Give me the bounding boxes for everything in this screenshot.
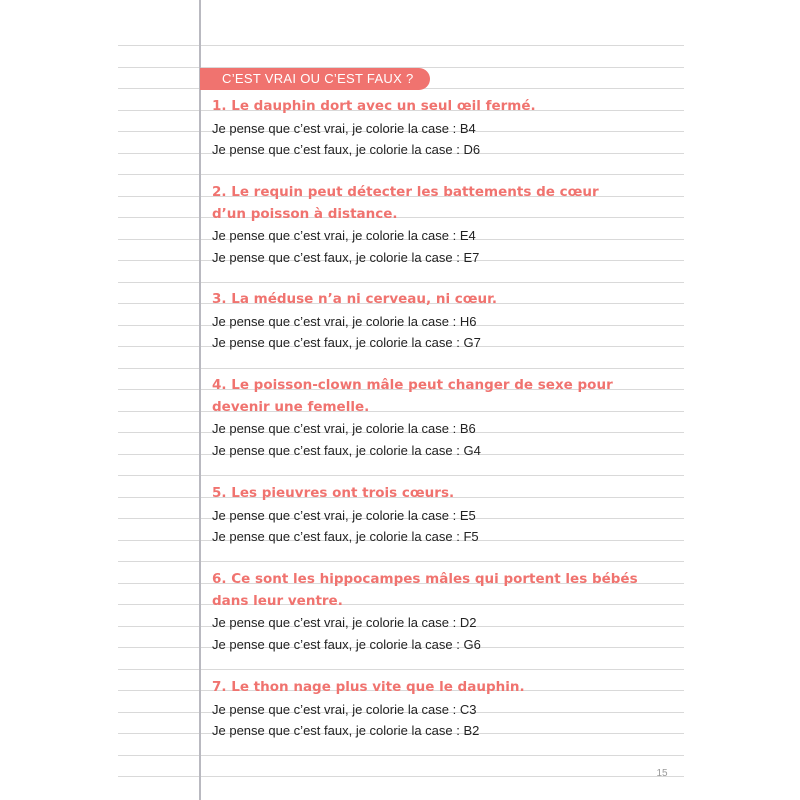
false-answer-line: Je pense que c’est faux, je colorie la case : F5: [212, 529, 479, 544]
ruled-line: [118, 174, 684, 175]
section-header-banner: C’EST VRAI OU C’EST FAUX ?: [200, 68, 430, 90]
false-answer-line: Je pense que c’est faux, je colorie la case : G4: [212, 442, 481, 458]
question-3: [212, 289, 672, 354]
question-title: 3. La méduse n’a ni cerveau, ni cœur.: [212, 291, 498, 307]
question-4: [212, 375, 672, 461]
true-answer-line: Je pense que c’est vrai, je colorie la case : B4: [212, 120, 476, 136]
true-answer-line: Je pense que c’est vrai, je colorie la case : D2: [212, 615, 477, 630]
question-7: [212, 677, 672, 742]
false-answer-line: Je pense que c’est faux, je colorie la case : G6: [212, 636, 481, 652]
true-answer-line: Je pense que c’est vrai, je colorie la case : E5: [212, 507, 476, 523]
question-title: 7. Le thon nage plus vite que le dauphin.: [212, 679, 525, 695]
false-answer-line: Je pense que c’est faux, je colorie la case : B2: [212, 723, 480, 738]
true-answer-line: Je pense que c’est vrai, je colorie la case : H6: [212, 313, 477, 329]
question-title-line-1: 4. Le poisson-clown mâle peut changer de sexe pour: [212, 377, 613, 393]
ruled-line: [118, 561, 684, 562]
question-title-line-1: 6. Ce sont les hippocampes mâles qui portent les bébés: [212, 571, 638, 587]
margin-line: [199, 0, 201, 800]
question-title-line-2: dans leur ventre.: [212, 592, 343, 609]
ruled-line: [118, 45, 684, 46]
ruled-line: [118, 475, 684, 476]
false-answer-line: Je pense que c’est faux, je colorie la case : G7: [212, 335, 481, 350]
ruled-line: [118, 755, 684, 756]
question-6: [212, 569, 672, 655]
false-answer-line: Je pense que c’est faux, je colorie la case : E7: [212, 249, 480, 265]
question-title-line-1: 2. Le requin peut détecter les battements de cœur: [212, 184, 599, 200]
question-2: [212, 182, 672, 268]
question-title-line-2: d’un poisson à distance.: [212, 205, 398, 222]
ruled-line: [118, 669, 684, 670]
false-answer-line: Je pense que c’est faux, je colorie la case : D6: [212, 142, 481, 157]
question-title: 5. Les pieuvres ont trois cœurs.: [212, 485, 455, 501]
page-number: 15: [656, 768, 668, 779]
true-answer-line: Je pense que c’est vrai, je colorie la case : C3: [212, 701, 477, 717]
ruled-line: [118, 776, 684, 777]
ruled-line: [118, 282, 684, 283]
question-title-line-2: devenir une femelle.: [212, 398, 370, 415]
true-answer-line: Je pense que c’est vrai, je colorie la case : E4: [212, 228, 476, 243]
question-5: [212, 483, 672, 548]
true-answer-line: Je pense que c’est vrai, je colorie la case : B6: [212, 421, 476, 436]
ruled-line: [118, 368, 684, 369]
question-title: 1. Le dauphin dort avec un seul œil fermé.: [212, 98, 536, 114]
question-1: [212, 96, 672, 161]
